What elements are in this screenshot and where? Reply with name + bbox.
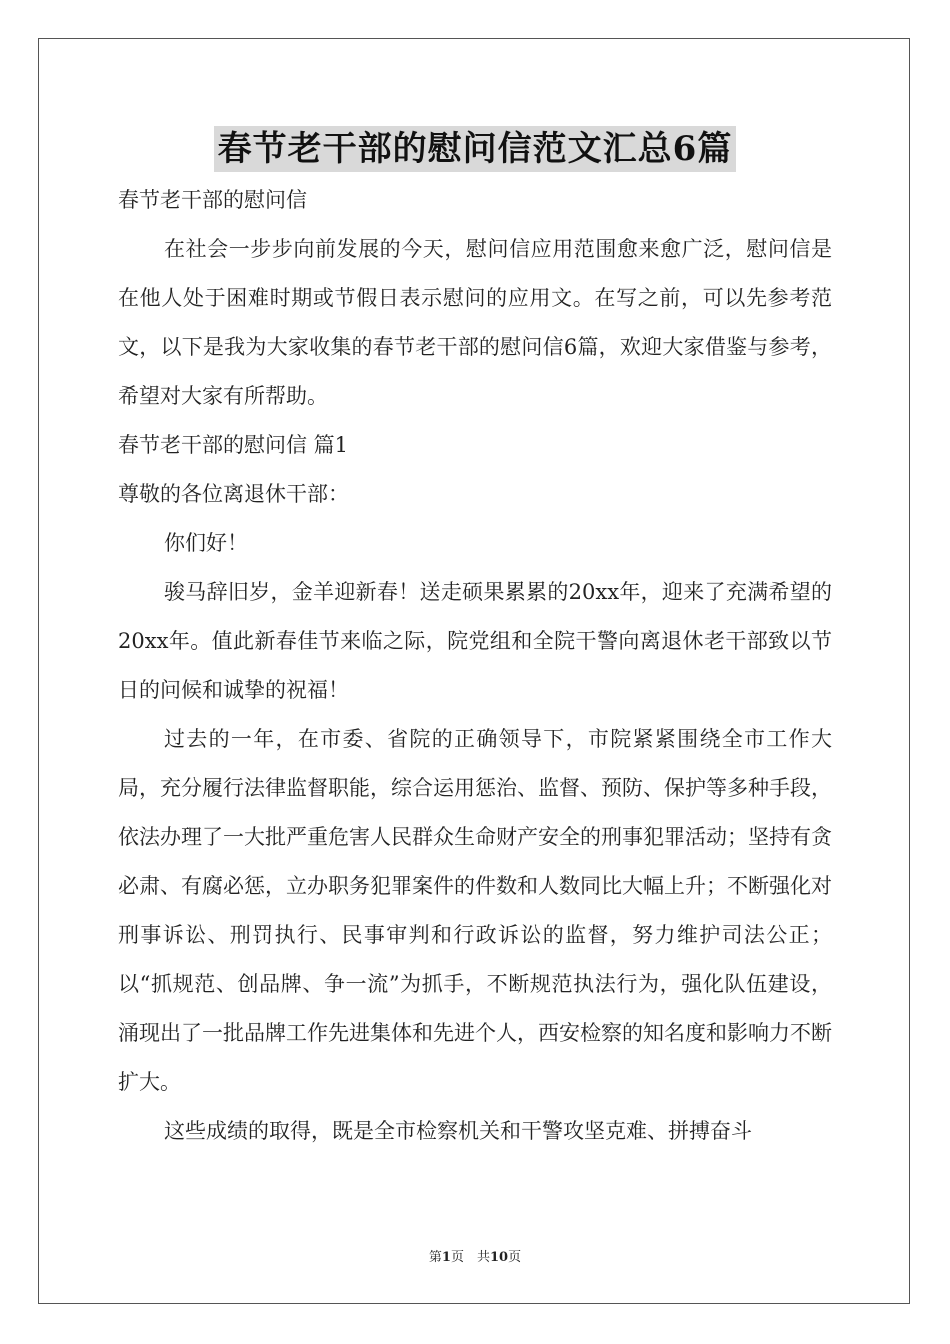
document-title: 春节老干部的慰问信范文汇总6篇 (214, 126, 737, 172)
subtitle: 春节老干部的慰问信 (118, 188, 307, 212)
page-footer (0, 1246, 950, 1265)
footer-suffix: 页 (508, 1250, 522, 1265)
salutation: 尊敬的各位离退休干部： (118, 482, 349, 506)
footer-total-pages: 10 (489, 1250, 509, 1265)
body-paragraph: 这些成绩的取得，既是全市检察机关和干警攻坚克难、拼搏奋斗 (164, 1119, 752, 1143)
document-body (118, 176, 832, 1156)
footer-prefix: 第 (428, 1250, 442, 1265)
title-container (0, 126, 950, 172)
body-paragraph: 过去的一年，在市委、省院的正确领导下，市院紧紧围绕全市工作大局，充分履行法律监督职能，综合运用惩治、监督、预防、保护等多种手段，依法办理了一大批严重危害人民群众生命财产安全的刑事犯罪活动；坚持有贪必肃、有腐必惩，立办职务犯罪案件的件数和人数同比大幅上升；不断强化对刑事诉讼、刑罚执行、民事审判和行政诉讼的监督，努力维护司法公正；以“抓规范、创品牌、争一流”为抓手，不断规范执法行为，强化队伍建设，涌现出了一批品牌工作先进集体和先进个人，西安检察的知名度和影响力不断扩大。 (118, 727, 832, 1094)
intro-paragraph: 在社会一步步向前发展的今天，慰问信应用范围愈来愈广泛，慰问信是在他人处于困难时期或节假日表示慰问的应用文。在写之前，可以先参考范文，以下是我为大家收集的春节老干部的慰问信6篇，欢迎大家借鉴与参考，希望对大家有所帮助。 (118, 237, 832, 408)
section-heading: 春节老干部的慰问信 篇1 (118, 433, 349, 457)
body-paragraph: 骏马辞旧岁，金羊迎新春！送走硕果累累的20xx年，迎来了充满希望的20xx年。值此新春佳节来临之际，院党组和全院干警向离退休老干部致以节日的问候和诚挚的祝福！ (118, 580, 832, 702)
footer-mid: 页 共 (450, 1250, 490, 1265)
greeting: 你们好！ (164, 531, 248, 555)
footer-current-page: 1 (441, 1250, 451, 1265)
